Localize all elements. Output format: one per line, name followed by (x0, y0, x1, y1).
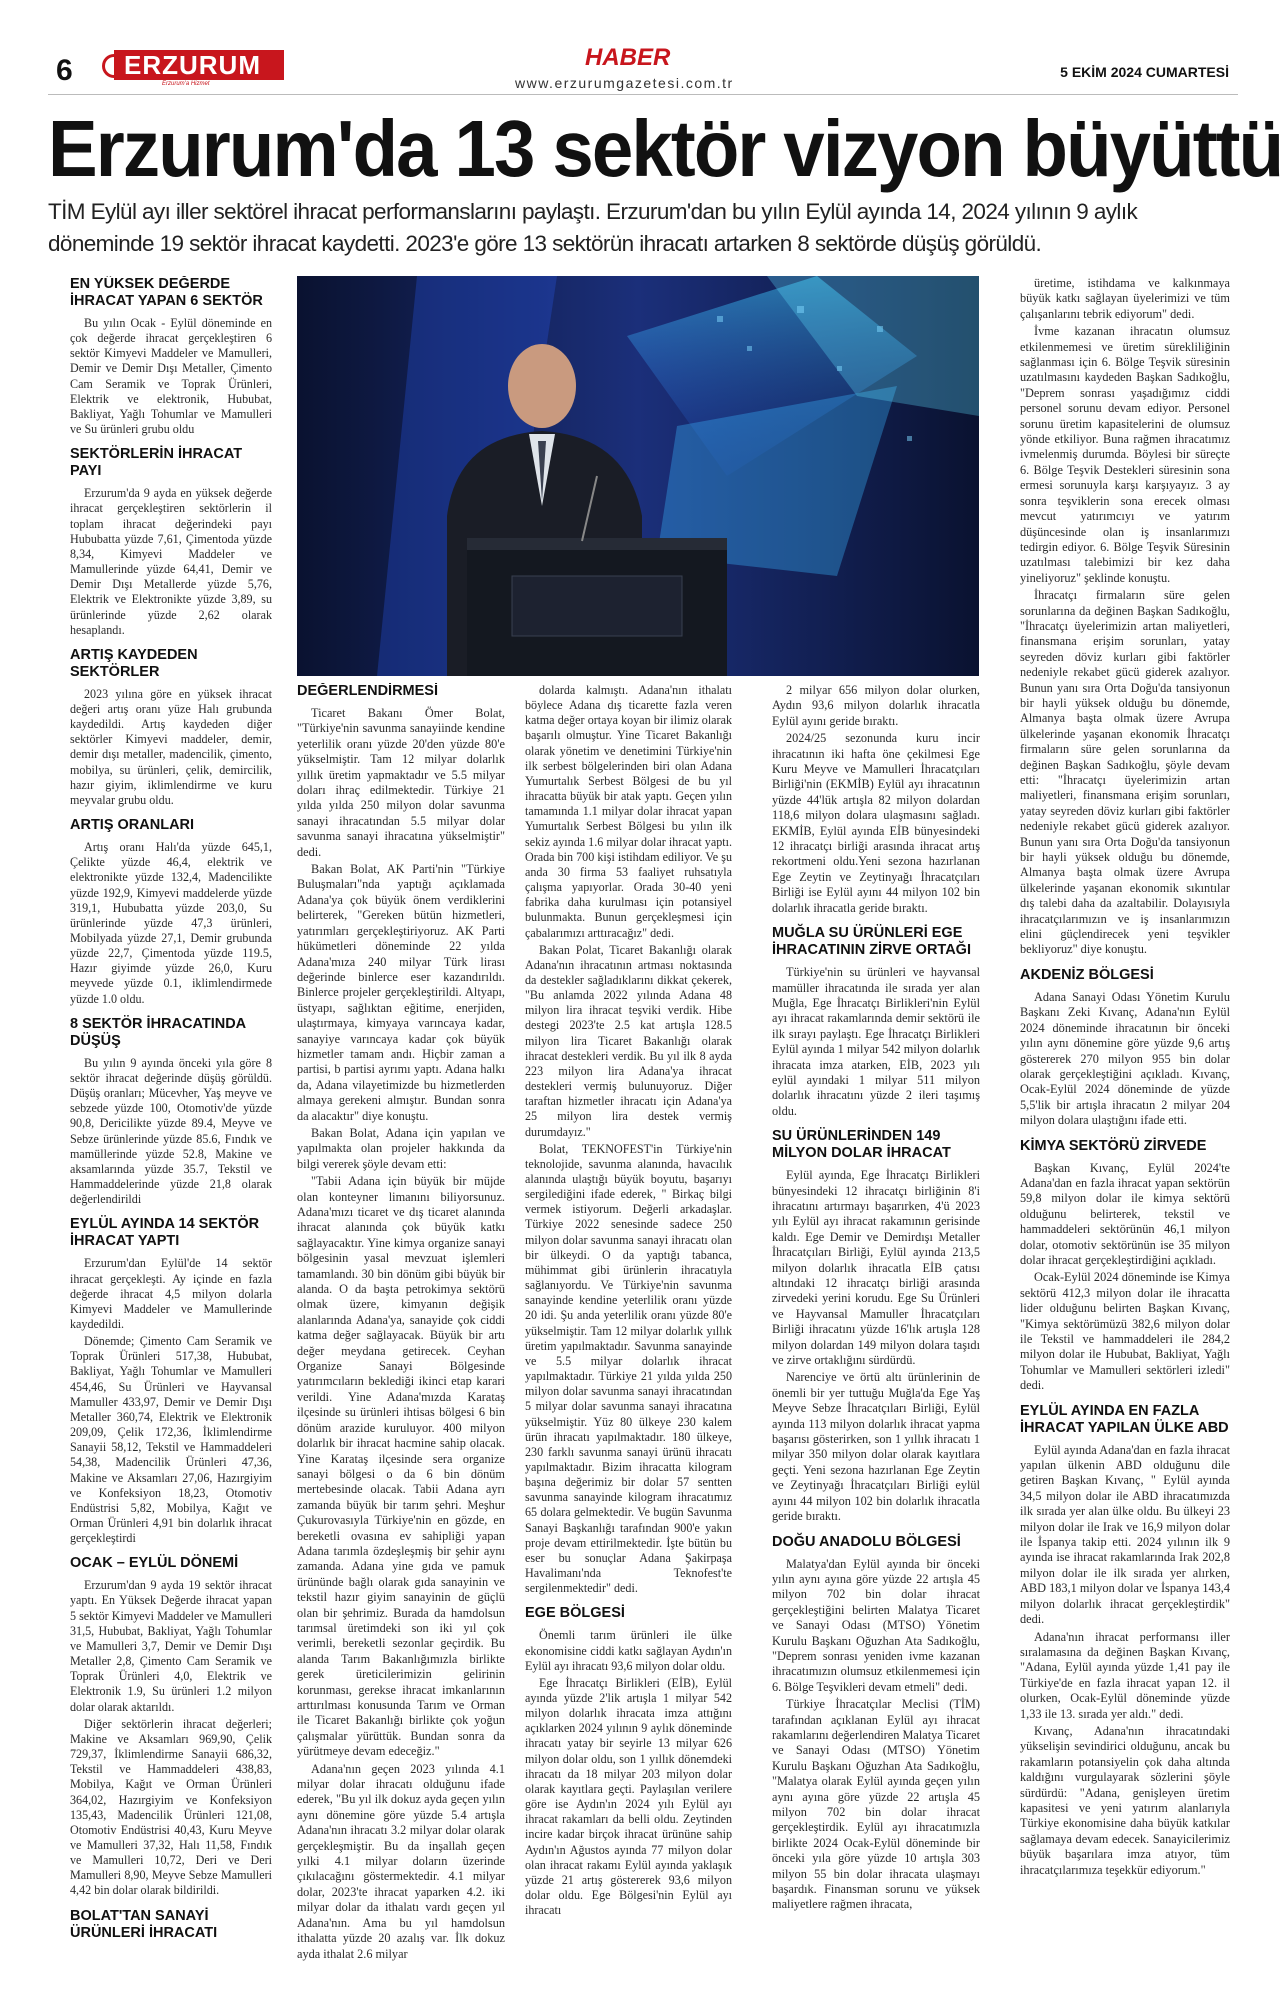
paragraph: Türkiye'nin su ürünleri ve hayvansal mamüller ihracatında ile sırada yer alan Muğla, Ege İhracatçı Birlikleri'nin Eylül ayı ihracat rakamlarında demir sektörü ile ilk sırayı paylaştı. Ege İhracatçı Birlikleri Eylül ayında 1 milyar 542 milyon dolarlık ihracata imza atarken, EİB, 2023 yılı eylül ayındaki 1 milyar 511 milyon dolarlık ihracatını yüzde 2 ileri taşımış oldu. (772, 965, 980, 1118)
paragraph: Bakan Bolat, AK Parti'nin "Türkiye Buluşmaları"nda yaptığı açıklamada Adana'ya çok büyük önem verdiklerini belirterek, "Gereken bütün hizmetleri, yatırımları gerçekleştiriyoruz. AK Parti hükümetleri döneminde 22 yılda Adana'mıza 240 milyar Türk lirası değerinde binlerce eser kazandırıldı. Binlerce projeler gerçekleştirildi. Altyapı, üstyapı, sağlıktan eğitime, enerjiden, ulaştırmaya, kimyaya varıncaya kadar, sanayiye varıncaya kadar çok büyük hizmetler tamam andı. Hiçbir zaman a partisi, b partisi ayrımı yaptı. Adana halkı da, Adana vilayetimizde bu hizmetlerden almaya gerekeni almıştır. Bundan sonra da alacaktır" diye konuştu. (297, 862, 505, 1123)
paragraph: Adana'nın ihracat performansı iller sıralamasına da değinen Başkan Kıvanç, "Adana, Eylül ayında yüzde 1,41 pay ile Türkiye'de en fazla ihracat yapan 12. il olurken, Ocak-Eylül döneminde yüzde 1,33 ile 13. sırada yer aldı." dedi. (1020, 1629, 1230, 1721)
subheading: BOLAT'TAN SANAYİ ÜRÜNLERİ İHRACATI (70, 1907, 218, 1941)
paragraph: Başkan Kıvanç, Eylül 2024'te Adana'dan en fazla ihracat yapan sektörün 59,8 milyon dolar ile kimya sektörü olduğunu belirterek, tekstil ve hammaddeleri sektörünün 46,1 milyon dolar, otomotiv sektörünün ise 35 milyon dolar ihracat gerçekleştirdiğini açıkladı. (1020, 1160, 1230, 1267)
subheading: DEĞERLENDİRMESİ (297, 683, 438, 699)
subheading: MUĞLA SU ÜRÜNLERİ EGE İHRACATININ ZİRVE ORTAĞI (772, 925, 971, 959)
paragraph: Diğer sektörlerin ihracat değerleri; Makine ve Aksamları 969,90, Çelik 729,37, İklimlendirme Sanayii 686,32, Tekstil ve Hammaddeleri 438,83, Mobilya, Kağıt ve Orman Ürünleri 364,02, Hazırgiyim ve Konfeksiyon 135,43, Madencilik Ürünleri 121,08, Otomotiv Endüstrisi 40,43, Kuru Meyve ve Mamulleri 37,32, Halı 11,58, Fındık ve Mamulleri 10,72, Deri ve Deri Mamulleri 8,90, Meyve Sebze Mamulleri 4,42 bin dolar olarak bildirildi. (70, 1716, 272, 1898)
paragraph: Eylül ayında, Ege İhracatçı Birlikleri bünyesindeki 12 ihracatçı birliğinin 8'i ihracatını artırmayı başarırken, 4'ü 2023 yılı Eylül ayı ihracat rakamının gerisinde kaldı. Ege Demir ve Demirdışı Metaller İhracatçıları Birliği, Eylül ayında 213,5 milyon dolarlık ihracatla EİB çatısı altındaki 12 ihracatçı birliği arasında zirvedeki yerini korudu. Ege Su Ürünleri ve Hayvansal Mamuller İhracatçıları Birliği ihracatını yüzde 16'lık artışla 128 milyon dolardan 149 milyon dolara taşıdı ve zirve ortaklığını sürdürdü. (772, 1168, 980, 1368)
issue-date: 5 EKİM 2024 CUMARTESİ (1060, 64, 1229, 80)
photo-illustration (297, 276, 979, 676)
logo-slogan: Erzurum'a Hizmet (162, 81, 210, 87)
paragraph: Bu yılın Ocak - Eylül döneminde en çok değerde ihracat gerçekleştiren 6 sektör Kimyevi Maddeler ve Mamulleri, Demir ve Demir Dışı Metaller, Çimento Cam Seramik ve Toprak Ürünleri, Elektrik ve elektronik, Hububat, Bakliyat, Yağlı Tohumlar ve Mamulleri ve Su ürünleri grubu oldu (70, 316, 272, 437)
speaker-photo (297, 276, 979, 676)
subheading: SEKTÖRLERİN İHRACAT PAYI (70, 446, 243, 480)
subheading: 8 SEKTÖR İHRACATINDA DÜŞÜŞ (70, 1015, 246, 1049)
subheading: EYLÜL AYINDA EN FAZLA İHRACAT YAPILAN ÜLKE ABD (1020, 1402, 1229, 1436)
subheading: ARTIŞ KAYDEDEN SEKTÖRLER (70, 646, 198, 680)
subheading: EYLÜL AYINDA 14 SEKTÖR İHRACAT YAPTI (70, 1216, 260, 1250)
headline-spot: TİM Eylül ayı iller sektörel ihracat performanslarını paylaştı. Erzurum'dan bu yılın Eylül ayında 14, 2024 yılının 9 aylık döneminde 19 sektör ihracat kaydetti. 2023'e göre 13 sektörün ihracatı artarken 8 sektörde düşüş görüldü. (48, 199, 1138, 256)
subheading: ARTIŞ ORANLARI (70, 817, 195, 834)
paragraph: Ticaret Bakanı Ömer Bolat, "Türkiye'nin savunma sanayiinde kendine yeterlilik oranı yüzde 20'den yüzde 80'e yükselmiştir. Tam 12 milyar dolarlık yıllık üretim yapmaktadır ve 5.5 milyar doları ihraç edilmektedir. Türkiye 21 yılda yılda 250 milyon dolar savunma sanayi ihracatından 5.5 milyar dolar savunma sanayi ihracatına yükselmiştir" dedi. (297, 706, 505, 859)
paragraph: 2023 yılına göre en yüksek ihracat değeri artış oranı yüze Halı grubunda kaydedildi. Artış kaydeden diğer sektörler Kimyevi maddeler, demir, demir dışı metaller, madencilik, çimento, mobilya, su ürünleri, çelik, demircilik, hazır giyim, iklimlendirme ve kuru meyvalar grubu oldu. (70, 686, 272, 807)
paragraph: Bu yılın 9 ayında önceki yıla göre 8 sektör ihracat değerinde düşüş görüldü. Düşüş oranları; Mücevher, Yaş meyve ve sebzede yüzde 100, Otomotiv'de yüzde 90,8, Dericilikte yüzde 89.4, Meyve ve Sebze ürünlerinde yüzde 85.6, Fındık ve mamüllerinde yüzde 52.8, Makine ve aksamlarında yüzde 35.7, Tekstil ve Hammaddelerinde yüzde 21,8 olarak değerlendirildi (70, 1055, 272, 1207)
paragraph: Türkiye İhracatçılar Meclisi (TİM) tarafından açıklanan Eylül ayı ihracat rakamlarını değerlendiren Malatya Ticaret ve Sanayi Odası (MTSO) Yönetim Kurulu Başkanı Oğuzhan Ata Sadıkoğlu, "Malatya olarak Eylül ayında geçen yılın aynı ayına göre yüzde 22 artışla 45 milyon 702 bin dolar ihracat gerçekleştirdik. Eylül ayı ihracatımızla birlikte 2024 Ocak-Eylül döneminde bir önceki yıla göre yüzde 10 artışla 303 milyon 55 bin dolar ihracata ulaşmayı başardık. Finansman sorunu ve yüksek maliyetlere rağmen ihracata, (772, 1697, 980, 1912)
paragraph: Ege İhracatçı Birlikleri (EİB), Eylül ayında yüzde 2'lik artışla 1 milyar 542 milyon dolarlık ihracata imza attığını açıklarken 2024 yılının 9 aylık döneminde ihracatı yatay bir seyirle 13 milyar 626 milyon dolar oldu, son 1 yıllık dönemdeki ihracatı da 18 milyar 203 milyon dolar olarak kayıtlara geçti. Paylaşılan verilere göre ise Aydın'ın 2024 yılı Eylül ayı ihracat rakamları da belli oldu. Zeytinden incire kadar birçok ihracat ürününe sahip Aydın'ın Ağustos ayında 77 milyon dolar olan ihracat rakamı Eylül ayında yaklaşık yüzde 21 artış göstererek 93,6 milyon dolar oldu. Ege Bölgesi'nin Eylül ayı ihracatı (525, 1675, 732, 1918)
paragraph: "Tabii Adana için büyük bir müjde olan konteyner limanını biliyorsunuz. Adana'mızı ticaret ve dış ticaret alanında ihracat alanında çok büyük katkı sağlayacaktır. Yine kimya organize sanayi bölgesinin yasal mevzuat işlemleri tamamlandı. 30 bin dönüm gibi büyük bir alanda. O da başta petrokimya sektörü olmak üzere, kimyanın değişik alanlarında Adana'ya, sanayide çok ciddi katma değer sağlayacak. Büyük bir artı değer meydana getirecek. Ceyhan Organize Sanayi Bölgesinde yatırımcıların beklediği ikinci etap karari verildi. Yine Adana'mızda Karataş ilçesinde su ürünleri ihtisas bölgesi 6 bin dönüm arazide kuruluyor. 400 milyon dolarlık bir ihracat hacmine sahip olacak. Yine Karataş ilçesinde sera organize sanayi bölgesi o da 6 bin dönüm mertebesinde olacak. Tabii Adana ayrı zamanda büyük bir tarım şehri. Meşhur Çukurovasıyla Türkiye'nin en gözde, en bereketli ovasına ev sahipliği yapan Adana tarımla özdeşleşmiş bir şehir aynı zamanda. Adana yine gıda ve pamuk ürününde bağlı olarak gıda sanayinin ve tekstil hazır giyim sanayinin de güçlü olan bir şehrimiz. Burada da hamdolsun tarımsal üretimdeki son iki yıl çok verimli, bereketli sezonlar geçirdik. Bu alanda Tarım Bakanlığımızla birlikte gerek üreticilerimizin gelirinin korunması, gerekse ihracat imkanlarının arttırılması konusunda Tarım ve Orman ile Ticaret Bakanlığı birlikte çok yoğun çalışmalar yürüttük. Bundan sonra da yürütmeye devam edeceğiz." (297, 1174, 505, 1759)
paragraph: Bakan Bolat, Adana için yapılan ve yapılmakta olan projeler hakkında da bilgi vererek şöyle devam etti: (297, 1125, 505, 1171)
paragraph: 2 milyar 656 milyon dolar olurken, Aydın 93,6 milyon dolarlık ihracatla Eylül ayını geride bıraktı. (772, 683, 980, 728)
paragraph: Önemli tarım ürünleri ile ülke ekonomisine ciddi katkı sağlayan Aydın'ın Eylül ayı ihracatı 93,6 milyon dolar oldu. (525, 1628, 732, 1673)
paragraph: dolarda kalmıştı. Adana'nın ithalatı böylece Adana dış ticarette fazla veren katma değer ortaya koyan bir ilimiz olarak başarılı olmuştur. Yine Ticaret Bakanlığı olarak yönetim ve denetimini Türkiye'nin ilk serbest bölgelerinden biri olan Adana Yumurtalık Serbest Bölgesi de bu yıl ihracatta büyük bir atak yaptı. Geçen yılın tamamında 1.1 milyar dolar ihracat yapan Yumurtalık Serbest Bölgesi bu yılın ilk sekiz ayında 1.6 milyar dolar ihracat yaptı. Orada bin 700 kişi istihdam ediliyor. Ve şu anda 30 firma 53 faaliyet ruhsatıyla çalışma yapıyorlar. Orada 30-40 yeni fabrika daha kurulması için potansiyel bulunmakta. Bunun gerçekleşmesi için çabalarımızı arttıracağız" dedi. (525, 683, 732, 940)
paragraph: Bolat, TEKNOFEST'in Türkiye'nin teknolojide, savunma alanında, havacılık alanında ulaştığı büyük boyutu, başarıyı sergilediğini ifade ederek, " Birkaç bilgi vermek istiyorum. Değerli arkadaşlar. Türkiye 2022 senesinde sadece 250 milyon dolar savunma sanayi ihracatı olan bir ülkeydi. O da yaptığı tabanca, mühimmat gibi ürünlerin ihracatıyla sağlanıyordu. Ve Türkiye'nin savunma sanayinde kendine yeterlilik oranı yüzde 20 idi. Şu anda yeterlilik oranı yüzde 80'e yükselmiştir. Tam 12 milyar dolarlık yıllık üretim yapılmaktadır. Savunma sanayinde ve 5.5 milyar dolarlık ihracat yapılmaktadır. Türkiye 21 yılda yılda 250 milyon dolar savunma sanayi ihracatından 5 milyar dolar savunma sanayi ihracatına yükselmiştir. Yüz 80 ülkeye 230 kalem ürün ihracatı yapılmaktadır. 180 ülkeye, 230 farklı savunma sanayi ürünü ihracatı yapılmaktadır. Bizim ihracatta kilogram başına değerimiz bir dolar 57 sentten savunma sanayinde kilogram ihracatımız 65 dolara gelmektedir. Ve bugün Savunma Sanayi Başkanlığı tarafından 900'e yakın proje devam ettirilmektedir. İşte bütün bu eser bu sonuçlar Adana Şakirpaşa Havalimanı'nda Teknofest'te sergilenmektedir" dedi. (525, 1141, 732, 1596)
subheading: SU ÜRÜNLERİNDEN 149 MİLYON DOLAR İHRACAT (772, 1128, 951, 1162)
paragraph: Erzurum'dan Eylül'de 14 sektör ihracat gerçekleşti. Ay içinde en fazla değerde ihracat 4,5 milyon dolarla Kimyevi Maddeler ve Mamullerinde kaydedildi. (70, 1256, 272, 1331)
paragraph: Kıvanç, Adana'nın ihracatındaki yükselişin sevindirici olduğunu, ancak bu rakamların potansiyelin çok daha altında kaldığını vurgulayarak sözlerini şöyle sürdürdü: "Adana, genişleyen üretim kapasitesi ve yeni yatırım alanlarıyla Türkiye ekonomisine daha büyük katkılar sağlamaya devam edecek. Sanayicilerimiz büyük başarılara imza atıyor, tüm ihracatçılarımıza teşekkür ediyorum." (1020, 1723, 1230, 1877)
paragraph: Ocak-Eylül 2024 döneminde ise Kimya sektörü 412,3 milyon dolar ile ihracatta lider olduğunu belirten Başkan Kıvanç, "Kimya sektörümüzü 382,6 milyon dolar ile Tekstil ve hammaddeleri ile 284,2 milyon dolar ile Hububat, Bakliyat, Yağlı Tohumlar ve Mamulleri sektörleri izledi" dedi. (1020, 1270, 1230, 1393)
page-number: 6 (56, 54, 73, 87)
paragraph: Erzurum'dan 9 ayda 19 sektör ihracat yaptı. En Yüksek Değerde ihracat yapan 5 sektör Kimyevi Maddeler ve Mamulleri 31,5, Hububat, Bakliyat, Yağlı Tohumlar ve Mamulleri 3,7, Demir ve Demir Dışı Metaller 2,8, Çimento Cam Seramik ve Toprak Ürünleri 4,0, Elektrik ve Elektronik 1.9, Su ürünleri 1.2 milyon dolar olarak aktarıldı. (70, 1578, 272, 1714)
article-column-4 (772, 683, 980, 1915)
article-column-2 (297, 683, 505, 1964)
subheading: EGE BÖLGESİ (525, 1605, 625, 1622)
subheading: KİMYA SEKTÖRÜ ZİRVEDE (1020, 1137, 1207, 1154)
newspaper-logo[interactable] (102, 50, 284, 90)
paragraph: Malatya'dan Eylül ayında bir önceki yılın aynı ayına göre yüzde 22 artışla 45 milyon 702 bin dolar ihracat gerçekleştiğini belirten Malatya Ticaret ve Sanayi Odası (MTSO) Yönetim Kurulu Başkanı Oğuzhan Ata Sadıkoğlu, "Deprem sonrası yeniden ivme kazanan ihracatımızın olumsuz etkilenmemesi için 6. Bölge Teşvikleri devam etmeli" dedi. (772, 1556, 980, 1694)
paragraph: İvme kazanan ihracatın olumsuz etkilenmemesi ve üretim sürekliliğinin sağlanması için 6. Bölge Teşvik süresinin uzatılmasını kaydeden Başkan Sadıkoğlu, "Deprem sonrası yaşadığımız ciddi personel sorunu devam ediyor. Personel sorunu üretim kapasitelerini de olumsuz yönde etkiliyor. Buna rağmen ihracatımız ivmelenmiş durumda. Böylesi bir süreçte 6. Bölge Teşvik Destekleri süresinin sona ermesi sorunuyla karşı karşıyayız. 3 ay sonra teşviklerin sona erecek olması mevcut yatırımcıyı ve yatırım düşüncesinde olan iş insanlarımızı tedirgin ediyor. 6. Bölge Teşvik Süresinin uzatılması talebimizi bir kez daha yineliyoruz" şeklinde konuştu. (1020, 324, 1230, 585)
section-name: HABER (585, 44, 671, 71)
paragraph: Narenciye ve örtü altı ürünlerinin de önemli bir yer tuttuğu Muğla'da Ege Yaş Meyve Sebze İhracatçıları Birliği, Eylül ayında 113 milyon dolarlık ihracat yapma başarısı gösterirken, son 1 yıllık ihracatı 1 milyar 350 milyon dolar olarak kayıtlara geçti. Yeni sezona hazırlanan Ege Zeytin ve Zeytinyağı İhracatçıları Birliği eylül ayını 44 milyon 102 bin dolarlık ihracatla geride bıraktı. (772, 1370, 980, 1524)
headline: Erzurum'da 13 sektör vizyon büyüttü (48, 104, 1283, 193)
subheading: AKDENİZ BÖLGESİ (1020, 966, 1154, 983)
paragraph: Adana Sanayi Odası Yönetim Kurulu Başkanı Zeki Kıvanç, Adana'nın Eylül 2024 döneminde ihracatının bir önceki yılın aynı dönemine göre yüzde 9,6 artış göstererek 270 milyon 955 bin dolar olarak gerçekleştiğini açıkladı. Kıvanç, Ocak-Eylül 2024 döneminde de yüzde 5,5'lik bir artışla ihracatın 2 milyar 204 milyon dolara ulaştığını ifade etti. (1020, 989, 1230, 1128)
header-divider (48, 94, 1238, 95)
article-column-3 (525, 683, 732, 1920)
article-column-5 (1020, 276, 1230, 1880)
website-link[interactable]: www.erzurumgazetesi.com.tr (515, 75, 734, 91)
subheading: OCAK – EYLÜL DÖNEMİ (70, 1555, 239, 1572)
paragraph: Adana'nın geçen 2023 yılında 4.1 milyar dolar ihracatı olduğunu ifade ederek, "Bu yıl ilk dokuz ayda geçen yılın aynı dönemine göre yüzde 5.4 artışla Adana'nın ihracatı 3.2 milyar dolar olarak gerçekleşmiştir. Bu da inşallah geçen yılki 4.1 milyar doların üzerinde çıkılacağını göstermektedir. 4.1 milyar dolar, 2023'te ihracat yaparken 4.2. iki milyar dolar da ithalatı vardı geçen yıl Adana'nın. Ama bu yıl hamdolsun ithalatta yüzde 20 azalış var. İlk dokuz ayda ithalat 2.6 milyar (297, 1761, 505, 1961)
paragraph: Eylül ayında Adana'dan en fazla ihracat yapılan ülkenin ABD olduğunu dile getiren Başkan Kıvanç, " Eylül ayında 34,5 milyon dolar ile ABD ihracatımızda ilk sırada yer alan ülke oldu. Bu ülkeyi 23 milyon dolar ile Irak ve 16,9 milyon dolar ile İspanya takip etti. 2024 yılının ilk 9 ayında ise ihracat rakamlarında Irak 202,8 milyon dolar ile ilk sırada yer alırken, ABD 183,1 milyon dolar ve İspanya 143,4 milyon dolarlık ihracat gerçekleştirdik" dedi. (1020, 1442, 1230, 1627)
subheading: EN YÜKSEK DEĞERDE İHRACAT YAPAN 6 SEKTÖR (70, 276, 263, 309)
paragraph: 2024/25 sezonunda kuru incir ihracatının iki hafta öne çekilmesi Ege Kuru Meyve ve Mamulleri İhracatçıları Birliği'nin (EKMİB) Eylül ayı ihracatının yüzde 44'lük artışla 82 milyon dolardan 118,6 milyon dolara ulaşmasını sağladı. EKMİB, Eylül ayında EİB bünyesindeki 12 ihracatçı birliği arasında ihracat artış rekortmeni oldu.Yeni sezona hazırlanan Ege Zeytin ve Zeytinyağı İhracatçıları Birliği ise Eylül ayını 44 milyon 102 bin dolarlık ihracatla geride bıraktı. (772, 731, 980, 915)
paragraph: Dönemde; Çimento Cam Seramik ve Toprak Ürünleri 517,38, Hububat, Bakliyat, Yağlı Tohumlar ve Mamulleri 454,46, Su Ürünleri ve Hayvansal Mamuller 433,97, Demir ve Demir Dışı Metaller 360,74, Elektrik ve Elektronik 209,09, Çelik 172,36, İklimlendirme Sanayii 58,12, Tekstil ve Hammaddeleri 54,38, Madencilik Ürünleri 47,36, Makine ve Aksamları 27,06, Hazırgiyim ve Konfeksiyon 18,23, Otomotiv Endüstrisi 5,82, Mobilya, Kağıt ve Orman Ürünleri 4,91 bin dolarlık ihracat gerçekleştirdi (70, 1334, 272, 1546)
paragraph: İhracatçı firmaların süre gelen sorunlarına da değinen Başkan Sadıkoğlu, "İhracatçı üyelerimizin artan maliyetleri, finansmana erişim sorunları, yatay seyreden döviz kurları gibi faktörler nedeniyle rekabet gücü giderek azalıyor. Bunun yanı sıra Orta Doğu'da tansiyonun bir hayli yüksek olduğu bu dönemde, Almanya başta olmak üzere Avrupa ülkelerinde yaşanan ekonomik İhracatçı firmaların süre gelen sorunlarına da değinen Başkan Sadıkoğlu, şöyle devam etti: "İhracatçı üyelerimizin artan maliyetleri, finansmana erişim sorunları, yatay seyreden döviz kurları gibi faktörler nedeniyle rekabet gücü giderek azalıyor. Bunun yanı sıra Orta Doğu'da tansiyonun bir hayli yüksek olduğu bu dönemde, Almanya başta olmak üzere Avrupa ülkelerinde yaşanan ekonomik sıkıntılar dış talebi daha da azaltabilir. Dolayısıyla ihracatçılarımızın ve iş insanlarımızın elini güçlendirecek yeni teşvikler bekliyoruz" diye konuştu. (1020, 588, 1230, 957)
paragraph: Bakan Polat, Ticaret Bakanlığı olarak Adana'nın ihracatının artması noktasında da destekler sağladıklarını dikkat çekerek, "Bu anlamda 2022 yılında Adana 48 milyon lira ihracat teşviki verdik. Hibe destegi 2023'te 2.5 kat artışla 128.5 milyon lira Ticaret Bakanlığı olarak ihracat destekleri verdik. Bu yıl ilk 8 ayda 223 milyon lira Adana'ya ihracat destekleri vermiş bulunuyoruz. Diğer taraftan hizmetler ihracatı için Adana'ya 25 milyon lira destek vermiş durumdayız." (525, 942, 732, 1139)
paragraph: Artış oranı Halı'da yüzde 645,1, Çelikte yüzde 46,4, elektrik ve elektronikte yüzde 132,4, Madencilikte yüzde 192,9, Kimyevi maddelerde yüzde 319,1, Hububatta yüzde 203,0, Su ürünlerinde yüzde 47,3 ürünleri, Mobilyada yüzde 27,1, Demir grubunda yüzde 22,7, Çimentoda yüzde 119.5, Hazır giyimde yüzde 26,0, Kuru meyvede yüzde 0.1, iklimlendirmede yüzde 1.0 oldu. (70, 840, 272, 1006)
paragraph: Erzurum'da 9 ayda en yüksek değerde ihracat gerçekleştiren sektörlerin il toplam ihracat değerindeki payı Hububatta yüzde 7,61, Çimentoda yüzde 8,34, Kimyevi Maddeler ve Mamullerinde yüzde 64,41, Demir ve Demir Dışı Metallerde yüzde 5,76, Elektrik ve Elektronikte yüzde 3,89, su ürünlerinde yüzde 2,62 olarak hesaplandı. (70, 486, 272, 637)
paragraph: üretime, istihdama ve kalkınmaya büyük katkı sağlayan üyelerimizi ve tüm çalışanlarını tebrik ediyorum" dedi. (1020, 276, 1230, 321)
subheading: DOĞU ANADOLU BÖLGESİ (772, 1533, 961, 1550)
article-column-1 (70, 276, 272, 1948)
logo-text: ERZURUM (124, 50, 261, 80)
page-header (0, 0, 1283, 100)
